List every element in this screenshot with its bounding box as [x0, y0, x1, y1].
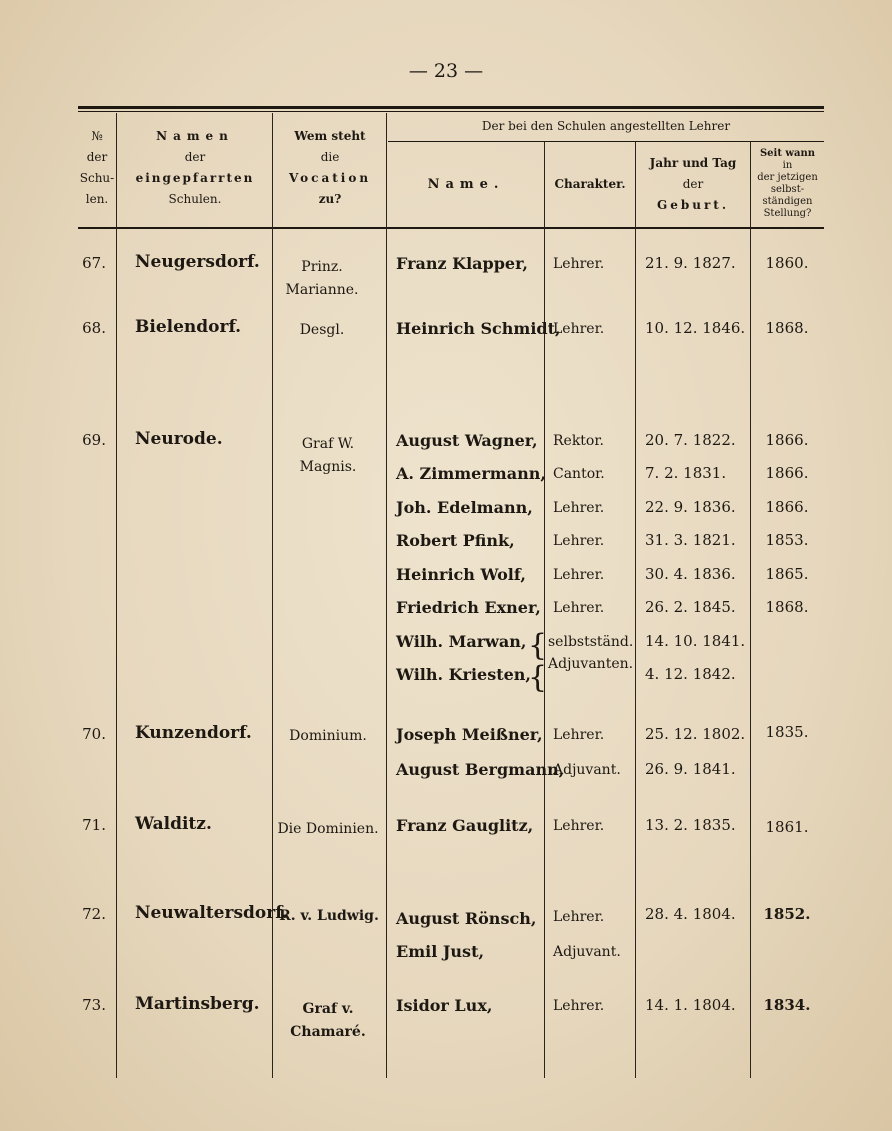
- teacher-name: Franz Klapper,: [396, 254, 528, 273]
- teacher-birth: 14. 1. 1804.: [645, 996, 736, 1014]
- brace-glyph: {: [528, 628, 548, 663]
- teacher-name: Robert Pfink,: [396, 531, 515, 550]
- page-number: — 23 —: [408, 60, 484, 82]
- teacher-charakter: Lehrer.: [553, 600, 605, 616]
- col-divider: [116, 113, 117, 1078]
- teacher-charakter: Lehrer.: [553, 500, 605, 516]
- teacher-name: Joh. Edelmann,: [396, 498, 533, 517]
- header-since: Seit wann in der jetzigen selbst- ständigen Stellung?: [757, 148, 818, 219]
- teacher-birth: 22. 9. 1836.: [645, 498, 736, 516]
- teacher-birth: 7. 2. 1831.: [645, 464, 727, 482]
- header-rule: [78, 227, 824, 229]
- school-name: Walditz.: [135, 814, 212, 834]
- school-name: Neugersdorf.: [135, 252, 260, 272]
- vocation: Graf W. Magnis.: [299, 436, 357, 475]
- top-rule: [78, 106, 824, 109]
- teacher-birth: 14. 10. 1841.: [645, 632, 746, 650]
- teacher-name: August Rönsch,: [396, 909, 537, 928]
- header-vocation: Wem steht die Vocation zu?: [288, 129, 372, 206]
- vocation: R. v. Ludwig.: [279, 908, 379, 924]
- teacher-since: 1868.: [765, 598, 809, 616]
- teacher-charakter: Lehrer.: [553, 909, 605, 925]
- top-rule-thin: [78, 111, 824, 112]
- teacher-birth: 13. 2. 1835.: [645, 816, 736, 834]
- vocation: Dominium.: [289, 728, 367, 744]
- teacher-charakter: Lehrer.: [553, 533, 605, 549]
- header-name: Name.: [427, 177, 505, 192]
- teacher-name: Heinrich Wolf,: [396, 565, 526, 584]
- col-divider: [635, 142, 636, 1078]
- school-number: 68.: [82, 319, 106, 337]
- teacher-birth: 28. 4. 1804.: [645, 905, 736, 923]
- group-rule: [388, 141, 824, 142]
- teacher-since: 1860.: [765, 254, 809, 272]
- teacher-since: 1853.: [765, 531, 809, 549]
- school-number: 72.: [82, 905, 106, 923]
- header-charakter: Charakter.: [554, 177, 626, 191]
- school-name: Neurode.: [135, 429, 223, 449]
- school-name: Kunzendorf.: [135, 723, 252, 743]
- school-number: 70.: [82, 725, 106, 743]
- teacher-name: August Wagner,: [396, 431, 538, 450]
- teacher-charakter: Adjuvanten.: [548, 656, 634, 672]
- teacher-birth: 30. 4. 1836.: [645, 565, 736, 583]
- teacher-since: 1866.: [765, 431, 809, 449]
- brace-glyph: {: [528, 660, 548, 695]
- vocation: Die Dominien.: [277, 821, 379, 837]
- teacher-since: 1861.: [765, 818, 809, 836]
- teacher-since: 1835.: [765, 723, 809, 741]
- teacher-birth: 31. 3. 1821.: [645, 531, 736, 549]
- teacher-birth: 20. 7. 1822.: [645, 431, 736, 449]
- teacher-name: Wilh. Marwan,: [396, 632, 527, 651]
- teacher-birth: 25. 12. 1802.: [645, 725, 746, 743]
- school-name: Neuwaltersdorf.: [135, 903, 288, 923]
- teacher-since: 1834.: [763, 996, 811, 1014]
- teacher-name: August Bergmann,: [396, 760, 565, 779]
- school-number: 73.: [82, 996, 106, 1014]
- teacher-birth: 10. 12. 1846.: [645, 319, 746, 337]
- teacher-name: Isidor Lux,: [396, 996, 493, 1015]
- header-no: № der Schu- len.: [79, 129, 115, 206]
- col-divider: [386, 113, 387, 1078]
- teacher-birth: 26. 2. 1845.: [645, 598, 736, 616]
- teacher-charakter: selbstständ.: [548, 634, 634, 650]
- school-number: 67.: [82, 254, 106, 272]
- teacher-charakter: Lehrer.: [553, 256, 605, 272]
- header-names: Namen der eingepfarrten Schulen.: [135, 129, 255, 206]
- teacher-name: Joseph Meißner,: [396, 725, 543, 744]
- teacher-name: Heinrich Schmidt,: [396, 319, 561, 338]
- teacher-since: 1868.: [765, 319, 809, 337]
- teacher-name: Friedrich Exner,: [396, 598, 541, 617]
- teacher-charakter: Adjuvant.: [553, 762, 621, 778]
- teacher-name: Wilh. Kriesten,: [396, 665, 531, 684]
- teacher-since: 1866.: [765, 464, 809, 482]
- teacher-charakter: Adjuvant.: [553, 944, 621, 960]
- col-divider: [544, 142, 545, 1078]
- teacher-charakter: Cantor.: [553, 466, 605, 482]
- teacher-birth: 26. 9. 1841.: [645, 760, 736, 778]
- school-number: 69.: [82, 431, 106, 449]
- header-birth: Jahr und Tag der Geburt.: [649, 156, 737, 212]
- school-name: Martinsberg.: [135, 994, 260, 1014]
- teacher-birth: 21. 9. 1827.: [645, 254, 736, 272]
- teacher-since: 1865.: [765, 565, 809, 583]
- teacher-name: A. Zimmermann,: [396, 464, 546, 483]
- teacher-charakter: Lehrer.: [553, 321, 605, 337]
- teacher-charakter: Rektor.: [553, 433, 604, 449]
- teacher-charakter: Lehrer.: [553, 998, 605, 1014]
- header-teachers-group: Der bei den Schulen angestellten Lehrer: [481, 119, 731, 133]
- vocation: Graf v. Chamaré.: [290, 1001, 366, 1040]
- teacher-since: 1866.: [765, 498, 809, 516]
- vocation: Desgl.: [299, 322, 345, 338]
- teacher-name: Franz Gauglitz,: [396, 816, 534, 835]
- teacher-name: Emil Just,: [396, 942, 485, 961]
- teacher-since: 1852.: [763, 905, 811, 923]
- teacher-charakter: Lehrer.: [553, 727, 605, 743]
- school-name: Bielendorf.: [135, 317, 242, 337]
- school-number: 71.: [82, 816, 106, 834]
- vocation: Prinz. Marianne.: [285, 259, 359, 298]
- teacher-charakter: Lehrer.: [553, 567, 605, 583]
- teacher-charakter: Lehrer.: [553, 818, 605, 834]
- teacher-birth: 4. 12. 1842.: [645, 665, 736, 683]
